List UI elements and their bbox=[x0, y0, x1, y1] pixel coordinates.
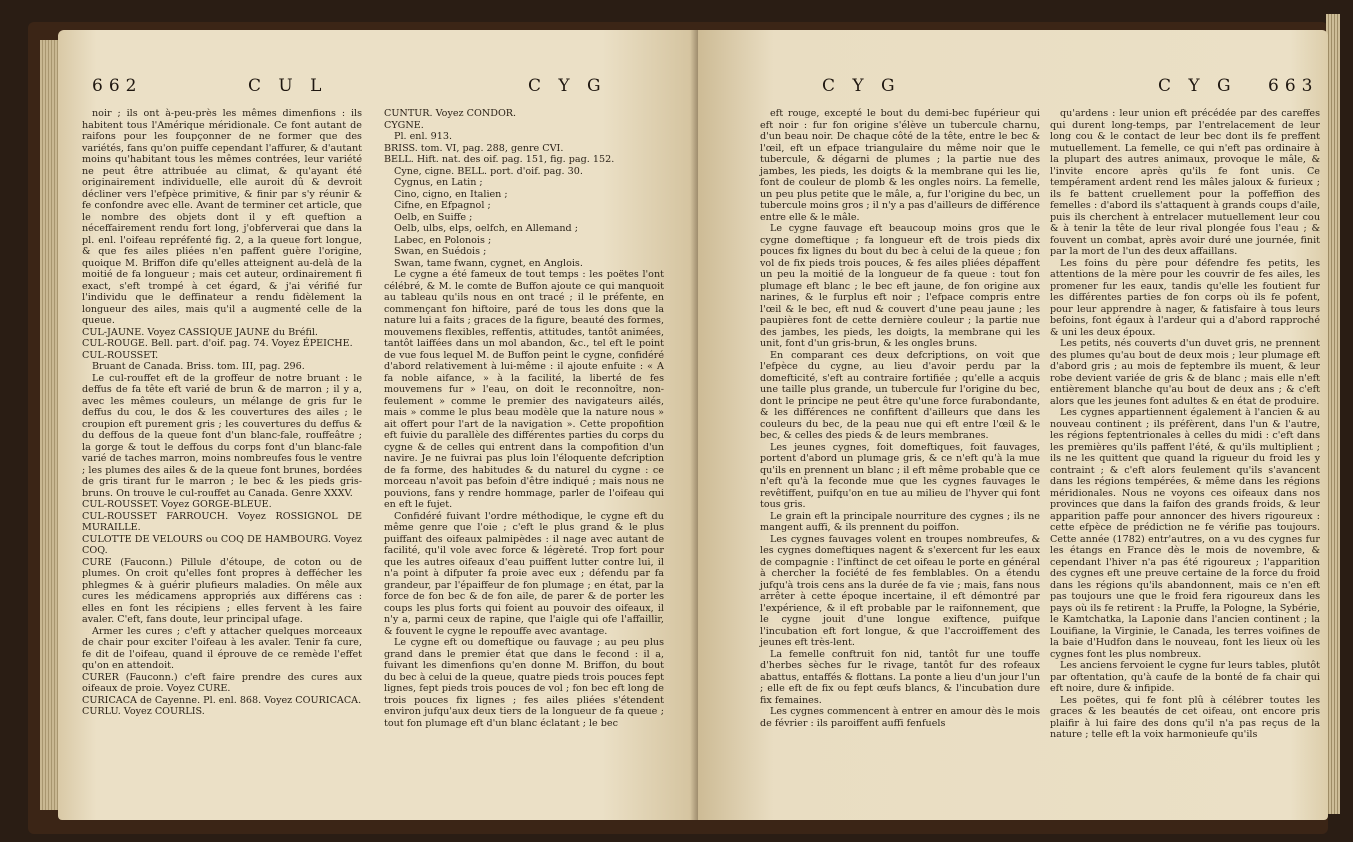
paragraph: CYGNE. bbox=[384, 119, 424, 131]
right-column-1 bbox=[760, 108, 1040, 729]
paragraph: Cifne, en Efpagnol ; bbox=[394, 200, 491, 211]
left-page bbox=[58, 30, 698, 820]
paragraph: Le cygne eft ou domeftique ou fauvage ; au peu plus grand dans le premier état que dans le fecond : il a, fuivant les dimenfions qu'en donne M. Briffon, du bout du bec à celui de la queue, quatre pieds trois pouces fept lignes, fept pieds trois pouces de vol ; fon bec eft long de trois pouces fix lignes ; fes ailes pliées s'étendent environ jufqu'aux deux tiers de la longueur de fa queue ; tout fon plumage eft d'un blanc éclatant ; le bec bbox=[384, 637, 664, 729]
paragraph: Cygnus, en Latin ; bbox=[394, 177, 483, 188]
paragraph: Le cul-rouffet eft de la groffeur de notre bruant : le deffus de fa tête eft varié de brun & de marron ; il y a, avec les mêmes couleurs, un mélange de gris fur le deffus du cou, le dos & les couvertures des ailes ; le croupion eft purement gris ; les couvertures du deffus & du deffous de la queue font d'un blanc-fale, rouffeâtre ; la gorge & tout le deffous du corps font d'un blanc-fale varié de taches marron, moins nombreufes fous le ventre ; les plumes des ailes & de la queue font brunes, bordées de gris tirant fur le marron ; le bec & les pieds gris-bruns. On trouve le cul-rouffet au Canada. Genre XXXV. bbox=[82, 372, 362, 499]
paragraph: Le grain eft la principale nourriture des cygnes ; ils ne mangent auffi, & ils prennent du poiffon. bbox=[760, 510, 1040, 533]
paragraph: CUL-ROUGE. Bell. part. d'oif. pag. 74. Voyez ÉPEICHE. bbox=[82, 338, 353, 349]
paragraph: CUL-ROUSSET. bbox=[82, 349, 159, 361]
paragraph: Oelb, en Suiffe ; bbox=[394, 211, 473, 223]
paragraph: Cino, cigno, en Italien ; bbox=[394, 188, 508, 200]
paragraph: eft rouge, excepté le bout du demi-bec fupérieur qui eft noir : fur fon origine s'élève un tubercule charnu, d'un beau noir. De chaque côté de la tête, entre le bec & l'œil, eft un efpace triangulaire du même noir que le tubercule, & dégarni de plumes ; la partie nue des jambes, les pieds, les doigts & la membrane qui les lie, font de couleur de plomb & les ongles noirs. La femelle, un peu plus petite que le mâle, a, fur l'origine du bec, un tubercule moins gros ; il n'y a pas d'ailleurs de différence entre elle & le mâle. bbox=[760, 108, 1040, 223]
right-page-number: 663 bbox=[1268, 76, 1319, 96]
paragraph: Le cygne a été fameux de tout temps : les poëtes l'ont célébré, & M. le comte de Buffon ajoute ce qui manquoit au tableau qu'ils nous en ont tracé ; il le préfente, en commençant fon hiftoire, paré de tous les dons que la nature lui a faits ; graces de la figure, beauté des formes, mouvemens flexibles, reffentis, attitudes, tantôt animées, tantôt laiffées dans un mol abandon, &c., tel eft le point de vue fous lequel M. de Buffon peint le cygne, confidéré d'abord relativement à lui-même : il ajoute enfuite : « A fa noble aifance, » à la facilité, la liberté de fes mouvemens fur » l'eau, on doit le reconnoître, non-feulement » comme le premier des navigateurs ailés, mais » comme le plus beau modèle que la nature nous » ait offert pour l'art de la navigation ». Cette propofition eft fuivie du parallèle des différentes parties du corps du cygne & de celles qui entrent dans la compofition d'un navire. Je ne fuivrai pas plus loin l'éloquente defcription de fa forme, des habitudes & du naturel du cygne : ce morceau n'avoit pas befoin d'être indiqué ; mais nous ne pouvions, fans y rendre hommage, parler de l'oifeau qui en eft le fujet. bbox=[384, 269, 664, 510]
right-running-head bbox=[698, 76, 1328, 100]
paragraph: CURE (Fauconn.) Pillule d'étoupe, de coton ou de plumes. On croit qu'elles font propres à deffécher les phlegmes & à guérir plufieurs maladies. On mêle aux cures les médicamens appropriés aux différens cas : elles en font les récipiens ; elles fervent à les faire avaler. C'eft, fans doute, leur principal ufage. bbox=[82, 556, 362, 625]
paragraph: CURICACA de Cayenne. Pl. enl. 868. Voyez COURICACA. bbox=[82, 694, 362, 706]
paragraph: qu'ardens : leur union eft précédée par des careffes qui durent long-temps, par l'entrelacement de leur long cou & le contact de leur bec dont ils fe preffent mutuellement. La femelle, ce qui n'eft pas ordinaire à la plupart des autres animaux, provoque le mâle, & l'invite encore après qu'ils fe font unis. Ce tempérament ardent rend les mâles jaloux & furieux ; ils fe battent cruellement pour la poffeffion des femelles : d'abord ils s'attaquent à grands coups d'aile, puis ils cherchent à entrelacer mutuellement leur cou & à tenir la tête de leur rival plongée fous l'eau ; & fouvent un combat, après avoir duré une journée, finit par la mort de l'un des deux affaillans. bbox=[1050, 108, 1320, 257]
right-head-cyg-right: C Y G bbox=[1158, 76, 1237, 96]
paragraph: CULOTTE DE VELOURS ou COQ DE HAMBOURG. Voyez COQ. bbox=[82, 533, 362, 556]
paragraph: CUL-JAUNE. Voyez CASSIQUE JAUNE du Bréfil. bbox=[82, 326, 318, 338]
paragraph: Les poëtes, qui fe font plû à célébrer toutes les graces & les beautés de cet oifeau, ont encore pris plaifir à lui faire des dons qu'il n'a pas reçus de la nature ; telle eft la voix harmonieufe qu'ils bbox=[1050, 694, 1320, 740]
right-head-cyg-left: C Y G bbox=[822, 76, 901, 96]
paragraph: Labec, en Polonois ; bbox=[394, 234, 492, 246]
page-edges-left bbox=[40, 40, 60, 810]
left-head-cul: C U L bbox=[248, 76, 328, 96]
paragraph: Le cygne fauvage eft beaucoup moins gros que le cygne domeftique ; fa longueur eft de trois pieds dix pouces fix lignes du bout du bec à celui de la queue ; fon vol de fix pieds trois pouces, & fes ailes pliées dépaffent un peu la moitié de la longueur de fa queue : tout fon plumage eft blanc ; le bec eft jaune, de fon origine aux narines, & le furplus eft noir ; l'efpace compris entre l'œil & le bec, eft nud & couvert d'une peau jaune ; les paupières font de cette dernière couleur ; la partie nue des jambes, les pieds, les doigts, la membrane qui les unit, font d'un gris-brun, & les ongles bruns. bbox=[760, 223, 1040, 349]
paragraph: Oelb, ulbs, elps, oelfch, en Allemand ; bbox=[394, 223, 578, 234]
paragraph: CURER (Fauconn.) c'eft faire prendre des cures aux oifeaux de proie. Voyez CURE. bbox=[82, 671, 362, 694]
paragraph: Les cygnes commencent à entrer en amour dès le mois de février : ils paroiffent auffi fenfuels bbox=[760, 706, 1040, 729]
paragraph: Les jeunes cygnes, foit domeftiques, foit fauvages, portent d'abord un plumage gris, & ce n'eft qu'à la mue qu'ils en prennent un blanc ; il eft même probable que ce n'eft qu'à la feconde mue que les cygnes fauvages le revêtiffent, puifqu'on en tue au milieu de l'hyver qui font tous gris. bbox=[760, 441, 1040, 510]
paragraph: Les petits, nés couverts d'un duvet gris, ne prennent des plumes qu'au bout de deux mois ; leur plumage eft d'abord gris ; au mois de feptembre ils muent, & leur robe devient variée de gris & de blanc ; mais elle n'eft entièrement blanche qu'au bout de deux ans ; & c'eft alors que les jeunes font adultes & en état de produire. bbox=[1050, 338, 1320, 407]
right-page bbox=[698, 30, 1328, 820]
paragraph: Armer les cures ; c'eft y attacher quelques morceaux de chair pour exciter l'oifeau à les avaler. Tenir fa cure, fe dit de l'oifeau, quand il éprouve de ce remède l'effet qu'on en attendoit. bbox=[82, 625, 362, 671]
paragraph: Swan, en Suédois ; bbox=[394, 246, 487, 257]
left-column-2 bbox=[384, 108, 664, 729]
paragraph: En comparant ces deux defcriptions, on voit que l'efpèce du cygne, au lieu d'avoir perdu par la domefticité, s'eft au contraire fortifiée ; qu'elle a acquis une taille plus grande, un tubercule fur l'origine du bec, dont le principe ne peut être qu'une force furabondante, & les différences ne confiftent d'ailleurs que dans les couleurs du bec, de la peau nue qui eft entre l'œil & le bec, & celles des pieds & de leurs membranes. bbox=[760, 349, 1040, 441]
left-page-number: 662 bbox=[92, 76, 143, 96]
paragraph: Swan, tame fwann, cygnet, en Anglois. bbox=[394, 257, 583, 269]
left-running-head bbox=[58, 76, 698, 100]
paragraph: Confidéré fuivant l'ordre méthodique, le cygne eft du même genre que l'oie ; c'eft le plus grand & le plus puiffant des oifeaux palmipèdes : il nage avec autant de facilité, qu'il vole avec force & légèreté. Trop fort pour que les autres oifeaux d'eau puiffent lutter contre lui, il n'a point à difputer fa proie avec eux ; défendu par fa grandeur, par l'épaiffeur de fon plumage ; en état, par la force de fon bec & de fon aile, de parer & de porter les coups les plus forts qui foient au pouvoir des oifeaux, il n'y a, parmi ceux de rapine, que l'aigle qui ofe l'affaillir, & fouvent le cygne le repouffe avec avantage. bbox=[384, 510, 664, 637]
paragraph: CUL-ROUSSET FARROUCH. Voyez ROSSIGNOL DE MURAILLE. bbox=[82, 510, 362, 533]
paragraph: CUNTUR. Voyez CONDOR. bbox=[384, 108, 517, 119]
paragraph: Pl. enl. 913. bbox=[394, 131, 453, 142]
right-column-2 bbox=[1050, 108, 1320, 741]
paragraph: CUL-ROUSSET. Voyez GORGE-BLEUE. bbox=[82, 499, 272, 510]
paragraph: BELL. Hift. nat. des oif. pag. 151, fig. pag. 152. bbox=[384, 154, 615, 165]
page-edges-right bbox=[1326, 14, 1340, 814]
paragraph: Les anciens fervoient le cygne fur leurs tables, plutôt par oftentation, qu'à caufe de la bonté de fa chair qui eft noire, dure & infipide. bbox=[1050, 660, 1320, 694]
paragraph: Les cygnes appartiennent également à l'ancien & au nouveau continent ; ils préfèrent, dans l'un & l'autre, les régions feptentrionales à celles du midi : c'eft dans les premières qu'ils paffent l'été, & qu'ils multiplient ; ils ne les quittent que quand la rigueur du froid les y contraint ; & c'eft alors feulement qu'ils s'avancent dans les régions tempérées, & même dans les régions méridionales. Nous ne voyons ces oifeaux dans nos provinces que dans la faifon des grands froids, & leur apparition paffe pour annoncer des hivers rigoureux : cette efpèce de prédiction ne fe vérifie pas toujours. Cette année (1782) entr'autres, on a vu des cygnes fur les étangs en France dès le mois de novembre, & cependant l'hiver n'a pas été rigoureux ; l'apparition des cygnes eft une preuve certaine de la force du froid dans les régions qu'ils abandonnent, mais ce n'en eft pas toujours une que le froid fera rigoureux dans les pays où ils fe retirent : la Pruffe, la Pologne, la Sybérie, le Kamtchatka, la Laponie dans l'ancien continent ; la Louifiane, la Virginie, le Canada, les terres voifines de la baie d'Hudfon dans le nouveau, font les lieux où les cygnes font les plus nombreux. bbox=[1050, 407, 1320, 660]
left-head-cyg: C Y G bbox=[528, 76, 607, 96]
paragraph: noir ; ils ont à-peu-près les mêmes dimenfions : ils habitent tous l'Amérique méridionale. Ce font autant de raifons pour les foupçonner de ne former que des variétés, fans qu'on puiffe cependant l'affurer, & d'autant moins qu'habitant tous les mêmes contrées, leur variété ne peut être attribuée au climat, & qu'ayant été originairement individuelle, elle auroit dû & devroit décliner vers l'efpèce primitive, & finir par s'y réunir & fe confondre avec elle. Avant de terminer cet article, que le nombre des objets dont il y eft queftion a néceffairement rendu fort long, j'obferverai que dans la pl. enl. l'oifeau repréfenté fig. 2, a la queue fort longue, & que fes ailes pliées n'en paffent guère l'origine, quoique M. Briffon dife qu'elles atteignent au-delà de la moitié de fa longueur ; mais cet auteur, ordinairement fi exact, s'eft trompé à cet égard, & j'ai vérifié fur l'individu que le deffinateur a rendu fidèlement la longueur des ailes, mais qu'il a augmenté celle de la queue. bbox=[82, 108, 362, 326]
paragraph: Cyne, cigne. BELL. port. d'oif. pag. 30. bbox=[394, 165, 583, 177]
paragraph: BRISS. tom. VI, pag. 288, genre CVI. bbox=[384, 142, 564, 154]
paragraph: La femelle conftruit fon nid, tantôt fur une touffe d'herbes sèches fur le rivage, tantôt fur des rofeaux abattus, entaffés & flottans. La ponte a lieu d'un jour l'un ; elle eft de fix ou fept œufs blancs, & l'incubation dure fix femaines. bbox=[760, 648, 1040, 706]
left-column-1 bbox=[82, 108, 362, 718]
paragraph: Les cygnes fauvages volent en troupes nombreufes, & les cygnes domeftiques nagent & s'exercent fur les eaux de compagnie : l'inftinct de cet oifeau le porte en général à chercher la fociété de fes femblables. On a étendu jufqu'à trois cens ans la durée de fa vie ; mais, fans nous arrêter à cette époque incertaine, il eft démontré par l'expérience, & il eft probable par le raifonnement, que le cygne jouit d'une longue exiftence, puifque l'incubation eft fort longue, & que l'accroiffement des jeunes eft très-lent. bbox=[760, 533, 1040, 648]
paragraph: Bruant de Canada. Briss. tom. III, pag. 296. bbox=[92, 361, 305, 372]
paragraph: Les foins du père pour défendre fes petits, les attentions de la mère pour les couvrir de fes ailes, les promener fur les eaux, tandis qu'elle les foutient fur les différentes parties de fon corps où ils fe pofent, pour leur apprendre à nager, & fatisfaire à tous leurs befoins, font égaux à l'ardeur qui a d'abord rapproché & uni les deux époux. bbox=[1050, 257, 1320, 338]
paragraph: CURLU. Voyez COURLIS. bbox=[82, 706, 205, 717]
